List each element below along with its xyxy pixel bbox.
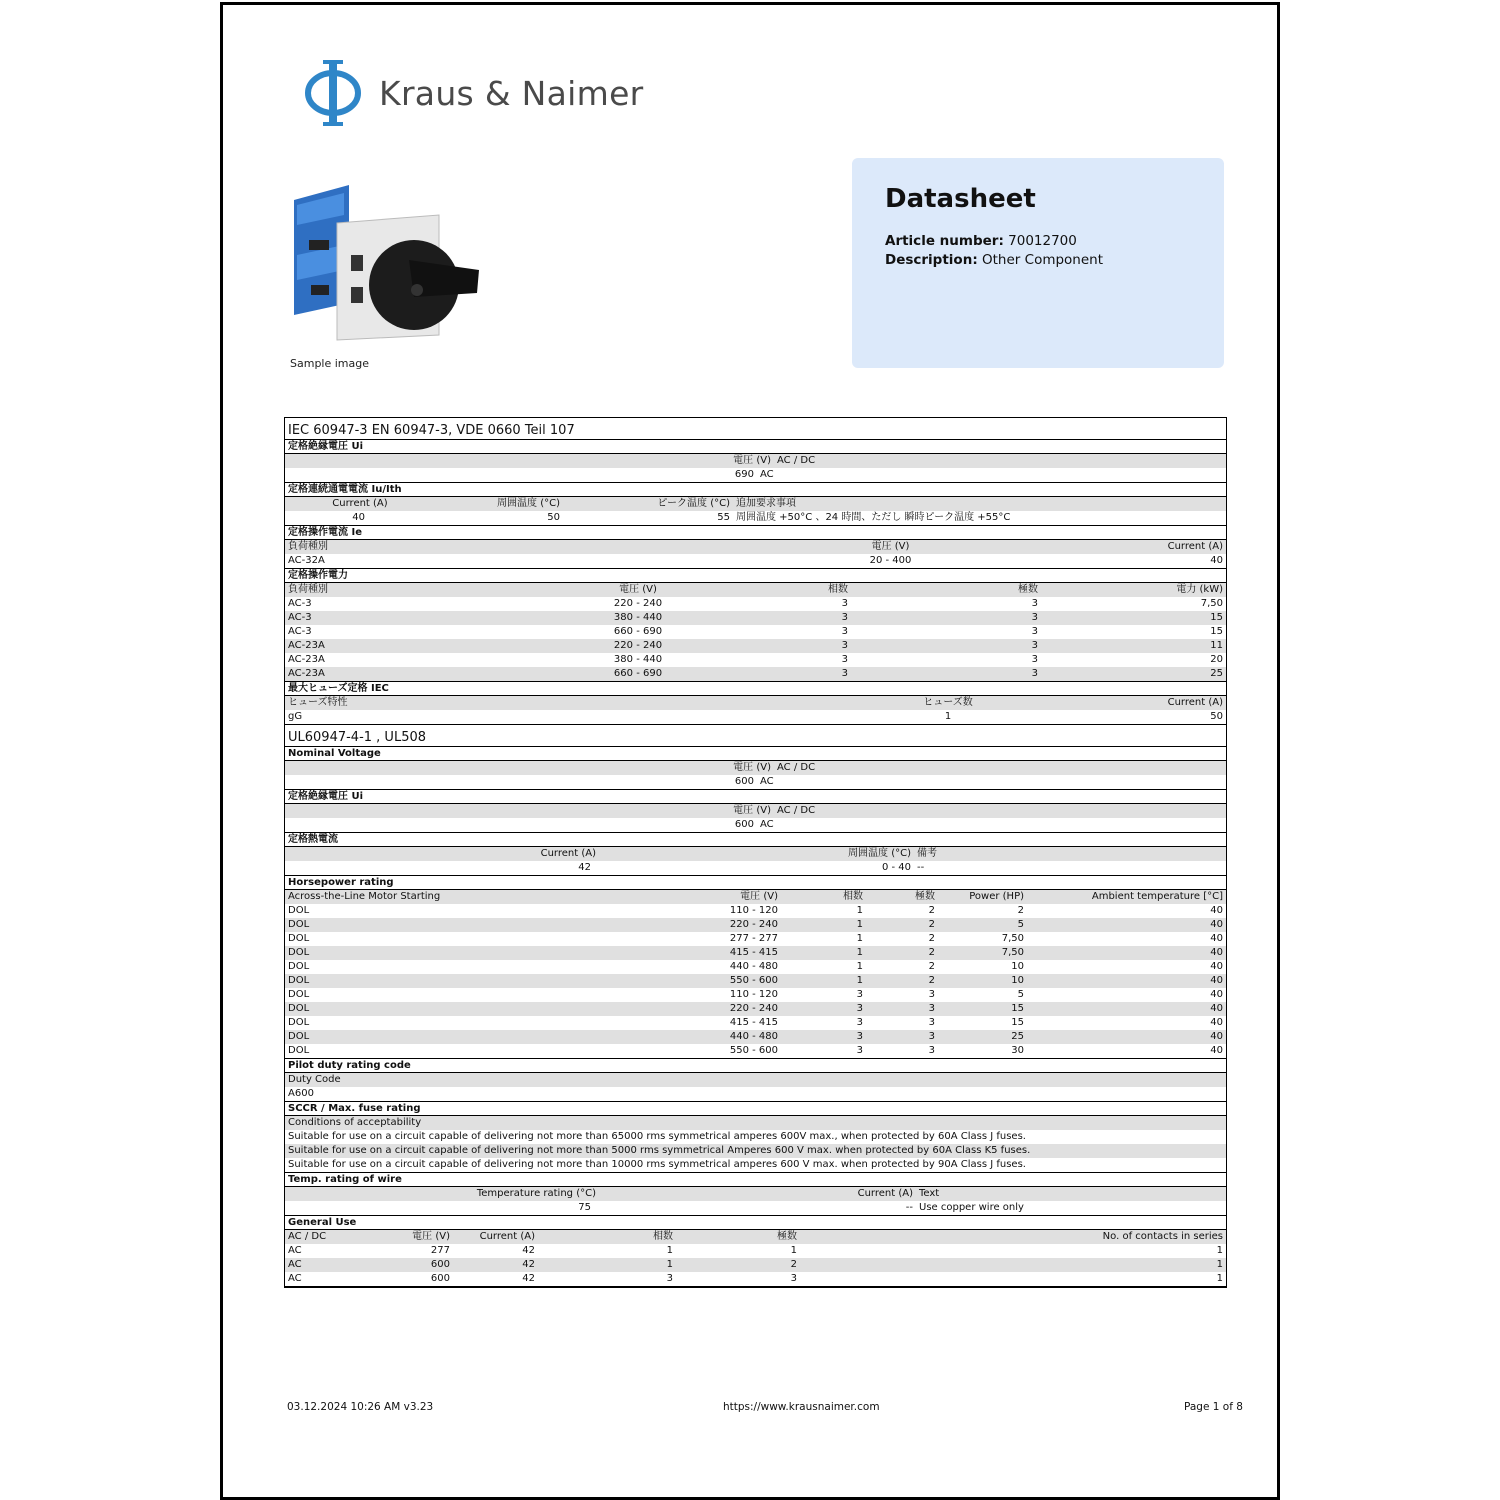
- datasheet-title: Datasheet: [885, 184, 1036, 214]
- table-cell: 3: [856, 989, 863, 1000]
- table-cell: AC: [288, 1245, 302, 1256]
- table-cell: 2: [928, 919, 935, 930]
- table-row: 600 AC: [285, 775, 1226, 790]
- datasheet-page: [220, 2, 1280, 1500]
- ul-pilot-heading: Pilot duty rating code: [285, 1059, 1226, 1073]
- table-cell: 220 - 240: [729, 919, 778, 930]
- table-cell: 7,50: [1200, 598, 1223, 609]
- table-cell: 415 - 415: [729, 947, 778, 958]
- table-cell: 3: [856, 1031, 863, 1042]
- table-cell: AC-23A: [288, 640, 325, 651]
- table-cell: 2: [928, 905, 935, 916]
- table-row: [285, 597, 1226, 611]
- table-row: [285, 904, 1226, 918]
- table-cell: 3: [856, 1003, 863, 1014]
- table-row: 690 AC: [285, 468, 1226, 483]
- footer-website-link[interactable]: https://www.krausnaimer.com: [723, 1401, 880, 1413]
- ul-ui-heading: 定格絶縁電圧 Ui: [285, 790, 1226, 804]
- table-row: [285, 988, 1226, 1002]
- table-cell: 40: [1210, 919, 1223, 930]
- table-cell: DOL: [288, 905, 310, 916]
- table-cell: 600: [430, 1273, 450, 1284]
- table-cell: 1: [856, 905, 863, 916]
- table-cell: 2: [928, 961, 935, 972]
- table-cell: 40: [1210, 989, 1223, 1000]
- table-row: [285, 639, 1226, 653]
- product-image: [289, 185, 479, 345]
- table-cell: 277: [430, 1245, 450, 1256]
- table-row: 電圧 (V) AC / DC: [285, 804, 1226, 818]
- table-row: [285, 918, 1226, 932]
- table-cell: 1: [1216, 1245, 1223, 1256]
- table-cell: 3: [841, 598, 848, 609]
- phi-logo-icon: [303, 58, 363, 128]
- table-cell: 3: [841, 612, 848, 623]
- table-row: Temperature rating (°C) Current (A) Text: [285, 1187, 1226, 1201]
- table-cell: 40: [1210, 975, 1223, 986]
- table-cell: Suitable for use on a circuit capable of delivering not more than 65000 rms symmetrical amperes 600V max., when protected by 60A Class J fuses.: [288, 1131, 1026, 1142]
- table-cell: 3: [841, 668, 848, 679]
- table-cell: 40: [1210, 1003, 1223, 1014]
- table-cell: 3: [856, 1017, 863, 1028]
- table-row: Conditions of acceptability: [285, 1116, 1226, 1130]
- iec-fuse-heading: 最大ヒューズ定格 IEC: [285, 682, 1226, 696]
- footer-page-number: Page 1 of 8: [1184, 1401, 1243, 1413]
- table-cell: 30: [1011, 1045, 1024, 1056]
- datasheet-info-box: [852, 158, 1224, 368]
- table-row: 負荷種別 電圧 (V) 相数 極数 電力 (kW): [285, 583, 1226, 597]
- table-cell: 1: [856, 933, 863, 944]
- description: Description: Other Component: [885, 252, 1104, 268]
- table-row: [285, 1044, 1226, 1059]
- table-cell: 415 - 415: [729, 1017, 778, 1028]
- table-cell: 5: [1017, 919, 1024, 930]
- table-cell: 440 - 480: [729, 961, 778, 972]
- table-cell: 40: [1210, 1045, 1223, 1056]
- table-row: AC-32A 20 - 400 40: [285, 554, 1226, 569]
- table-cell: 1: [666, 1245, 673, 1256]
- table-cell: 3: [1031, 626, 1038, 637]
- table-cell: 220 - 240: [729, 1003, 778, 1014]
- table-cell: 277 - 277: [729, 933, 778, 944]
- table-row: [285, 1144, 1226, 1158]
- table-cell: 15: [1011, 1017, 1024, 1028]
- table-cell: AC-23A: [288, 654, 325, 665]
- table-row: 負荷種別 電圧 (V) Current (A): [285, 540, 1226, 554]
- table-cell: 25: [1210, 668, 1223, 679]
- table-cell: 7,50: [1001, 933, 1024, 944]
- table-cell: 11: [1210, 640, 1223, 651]
- table-cell: 2: [1017, 905, 1024, 916]
- table-cell: 550 - 600: [729, 1045, 778, 1056]
- table-cell: 3: [841, 640, 848, 651]
- table-cell: 15: [1210, 626, 1223, 637]
- table-cell: 660 - 690: [613, 626, 663, 637]
- table-cell: 600: [430, 1259, 450, 1270]
- table-row: [285, 667, 1226, 682]
- table-cell: Suitable for use on a circuit capable of delivering not more than 5000 rms symmetrical Amperes 600 V max. when protected by 60A Class K5 fuses.: [288, 1145, 1031, 1156]
- table-cell: DOL: [288, 975, 310, 986]
- table-row: Current (A) 周囲温度 (°C) ピーク温度 (°C) 追加要求事項: [285, 497, 1226, 511]
- table-cell: 110 - 120: [729, 989, 778, 1000]
- table-cell: 2: [790, 1259, 797, 1270]
- table-row: Duty Code: [285, 1073, 1226, 1087]
- table-cell: 40: [1210, 1017, 1223, 1028]
- table-cell: 25: [1011, 1031, 1024, 1042]
- table-row: 電圧 (V) AC / DC: [285, 761, 1226, 775]
- table-row: [285, 974, 1226, 988]
- table-cell: 5: [1017, 989, 1024, 1000]
- table-cell: 3: [856, 1045, 863, 1056]
- table-row: ヒューズ特性 ヒューズ数 Current (A): [285, 696, 1226, 710]
- table-cell: 3: [1031, 612, 1038, 623]
- table-cell: 220 - 240: [613, 640, 663, 651]
- table-row: [285, 1130, 1226, 1144]
- table-row: [285, 932, 1226, 946]
- table-cell: 550 - 600: [729, 975, 778, 986]
- table-row: [285, 960, 1226, 974]
- table-row: [285, 1158, 1226, 1173]
- iec-power-heading: 定格操作電力: [285, 569, 1226, 583]
- table-row: 42 0 - 40 --: [285, 861, 1226, 876]
- table-row: [285, 1002, 1226, 1016]
- table-cell: 3: [928, 1031, 935, 1042]
- table-row: Current (A) 周囲温度 (°C) 備考: [285, 847, 1226, 861]
- ul-nominal-heading: Nominal Voltage: [285, 747, 1226, 761]
- table-cell: 10: [1011, 975, 1024, 986]
- iec-ie-heading: 定格操作電流 Ie: [285, 526, 1226, 540]
- ul-thermal-heading: 定格熱電流: [285, 833, 1226, 847]
- table-cell: 440 - 480: [729, 1031, 778, 1042]
- table-cell: DOL: [288, 1017, 310, 1028]
- footer-date: 03.12.2024 10:26 AM v3.23: [287, 1401, 434, 1413]
- table-cell: 110 - 120: [729, 905, 778, 916]
- table-row: A600: [285, 1087, 1226, 1102]
- table-cell: AC: [288, 1273, 302, 1284]
- table-row: 600 AC: [285, 818, 1226, 833]
- table-cell: 15: [1011, 1003, 1024, 1014]
- table-cell: 3: [666, 1273, 673, 1284]
- table-cell: 3: [841, 626, 848, 637]
- table-cell: 3: [1031, 598, 1038, 609]
- table-row: [285, 1030, 1226, 1044]
- article-number: Article number: 70012700: [885, 233, 1077, 249]
- table-cell: 1: [856, 975, 863, 986]
- table-row: AC / DC 電圧 (V) Current (A) 相数 極数 No. of contacts in series: [285, 1230, 1226, 1244]
- table-cell: 660 - 690: [613, 668, 663, 679]
- table-cell: 380 - 440: [613, 612, 663, 623]
- table-cell: 3: [1031, 654, 1038, 665]
- table-cell: 3: [928, 1003, 935, 1014]
- table-cell: DOL: [288, 961, 310, 972]
- iec-section-title: IEC 60947-3 EN 60947-3, VDE 0660 Teil 107: [285, 418, 1226, 440]
- table-row: [285, 625, 1226, 639]
- table-cell: 3: [928, 989, 935, 1000]
- table-cell: 1: [856, 919, 863, 930]
- table-row: 75 -- Use copper wire only: [285, 1201, 1226, 1216]
- table-cell: 40: [1210, 905, 1223, 916]
- table-cell: 3: [790, 1273, 797, 1284]
- table-cell: 15: [1210, 612, 1223, 623]
- table-cell: 1: [790, 1245, 797, 1256]
- table-row: Across-the-Line Motor Starting 電圧 (V) 相数 極数 Power (HP) Ambient temperature [°C]: [285, 890, 1226, 904]
- table-row: [285, 1016, 1226, 1030]
- table-cell: 380 - 440: [613, 654, 663, 665]
- table-cell: 1: [856, 947, 863, 958]
- table-cell: DOL: [288, 1045, 310, 1056]
- sample-image-caption: Sample image: [290, 357, 370, 370]
- table-cell: DOL: [288, 919, 310, 930]
- table-cell: 40: [1210, 947, 1223, 958]
- table-cell: AC-3: [288, 612, 312, 623]
- ul-section-title: UL60947-4-1 , UL508: [285, 725, 1226, 747]
- table-cell: AC-23A: [288, 668, 325, 679]
- table-row: [285, 653, 1226, 667]
- table-cell: 3: [928, 1017, 935, 1028]
- table-cell: 42: [522, 1245, 535, 1256]
- iec-ui-heading: 定格絶縁電圧 Ui: [285, 440, 1226, 454]
- table-row: [285, 1258, 1226, 1272]
- table-row: 電圧 (V) AC / DC: [285, 454, 1226, 468]
- table-cell: 20: [1210, 654, 1223, 665]
- table-cell: 1: [856, 961, 863, 972]
- table-cell: DOL: [288, 1003, 310, 1014]
- table-cell: 3: [1031, 640, 1038, 651]
- table-cell: 2: [928, 975, 935, 986]
- table-cell: AC-3: [288, 626, 312, 637]
- ul-sccr-heading: SCCR / Max. fuse rating: [285, 1102, 1226, 1116]
- table-cell: 2: [928, 947, 935, 958]
- table-cell: 1: [666, 1259, 673, 1270]
- table-cell: DOL: [288, 1031, 310, 1042]
- table-cell: 3: [841, 654, 848, 665]
- ul-general-heading: General Use: [285, 1216, 1226, 1230]
- table-cell: 2: [928, 933, 935, 944]
- table-cell: DOL: [288, 933, 310, 944]
- brand-logo: [303, 57, 644, 129]
- table-row: [285, 1272, 1226, 1287]
- table-row: 40 50 55 周囲温度 +50°C 、24 時間、ただし 瞬時ピーク温度 +55°C: [285, 511, 1226, 526]
- table-row: [285, 611, 1226, 625]
- ul-hp-heading: Horsepower rating: [285, 876, 1226, 890]
- table-cell: 7,50: [1001, 947, 1024, 958]
- ul-wire-heading: Temp. rating of wire: [285, 1173, 1226, 1187]
- table-cell: 10: [1011, 961, 1024, 972]
- table-cell: Suitable for use on a circuit capable of delivering not more than 10000 rms symmetrical amperes 600 V max. when protected by 90A Class J fuses.: [288, 1159, 1026, 1170]
- table-cell: 220 - 240: [613, 598, 663, 609]
- table-row: [285, 1244, 1226, 1258]
- table-cell: 40: [1210, 1031, 1223, 1042]
- table-cell: AC-3: [288, 598, 312, 609]
- table-cell: AC: [288, 1259, 302, 1270]
- table-cell: 42: [522, 1273, 535, 1284]
- table-cell: 40: [1210, 933, 1223, 944]
- table-cell: DOL: [288, 947, 310, 958]
- table-row: gG 1 50: [285, 710, 1226, 725]
- spec-table: [284, 417, 1227, 1288]
- table-row: [285, 946, 1226, 960]
- table-cell: 3: [1031, 668, 1038, 679]
- table-cell: 1: [1216, 1259, 1223, 1270]
- table-cell: 40: [1210, 961, 1223, 972]
- iec-iu-heading: 定格連続通電電流 Iu/Ith: [285, 483, 1226, 497]
- brand-name: Kraus & Naimer: [379, 73, 644, 113]
- table-cell: DOL: [288, 989, 310, 1000]
- table-cell: 1: [1216, 1273, 1223, 1284]
- table-cell: 3: [928, 1045, 935, 1056]
- table-cell: 42: [522, 1259, 535, 1270]
